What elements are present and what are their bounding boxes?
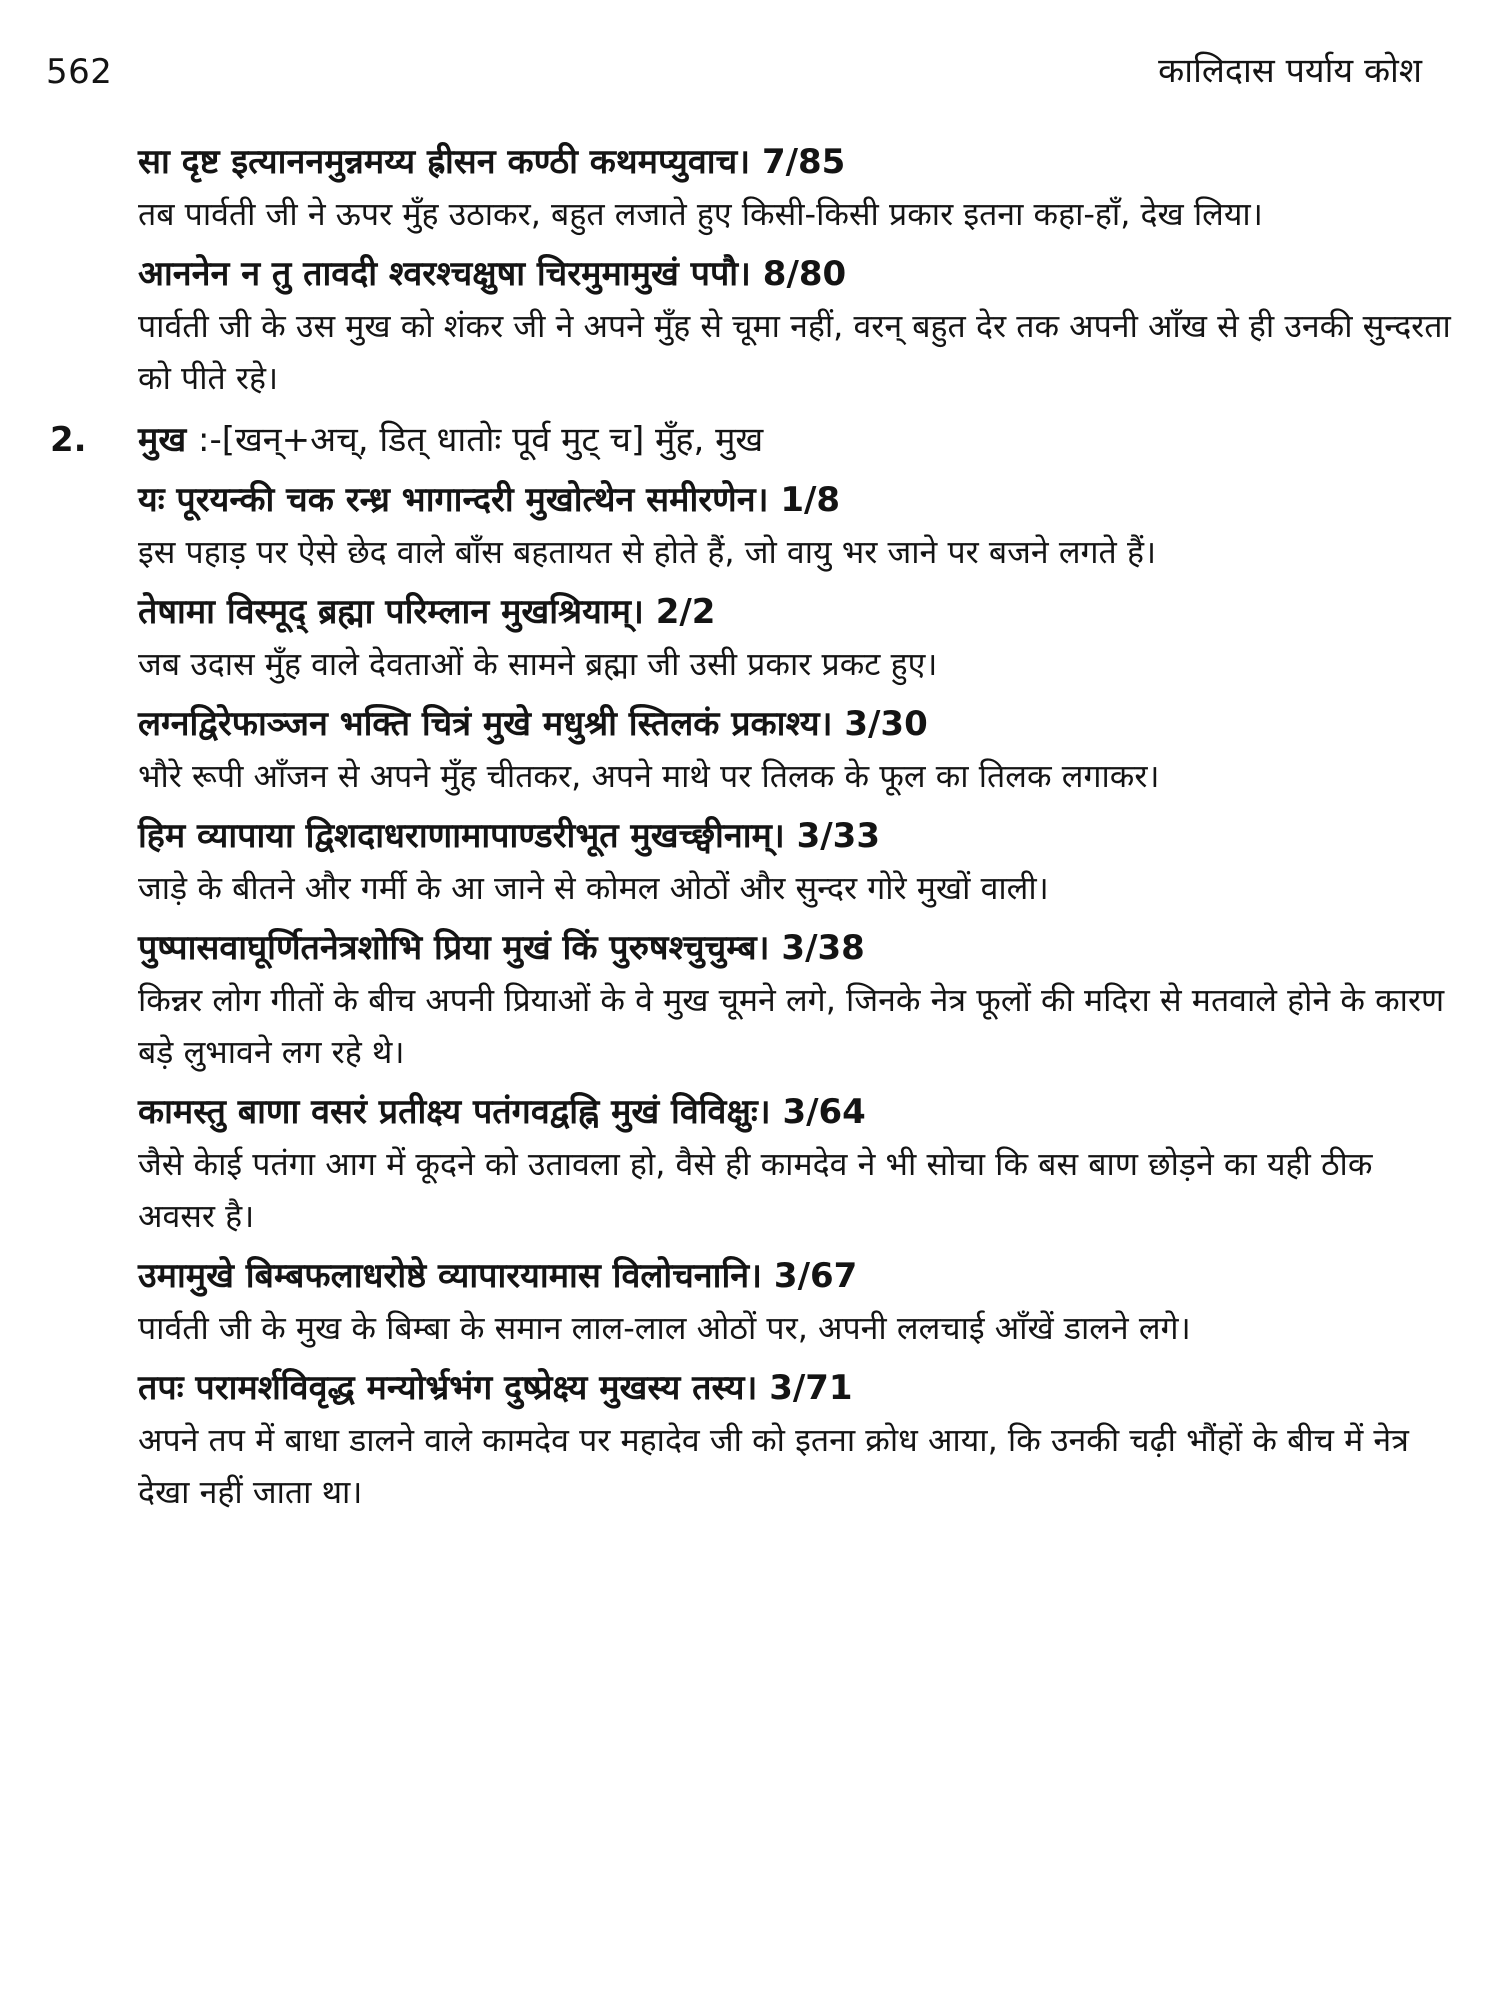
hindi-translation: भौरे रूपी आँजन से अपने मुँह चीतकर, अपने माथे पर तिलक के फूल का तिलक लगाकर। [138, 757, 1160, 795]
entry-block [138, 698, 1458, 802]
entry-block [138, 922, 1458, 1078]
verse-text: हिम व्यापाया द्विशदाधराणामापाण्डरीभूत मुखच्छ्वीनाम्। [138, 816, 785, 856]
entry-block [138, 1362, 1458, 1518]
verse-text: लग्नद्विरेफाञ्जन भक्ति चित्रं मुखे मधुश्री स्तिलकं प्रकाश्य। [138, 704, 833, 744]
hindi-translation: इस पहाड़ पर ऐसे छेद वाले बाँस बहतायत से होते हैं, जो वायु भर जाने पर बजने लगते हैं। [138, 533, 1157, 571]
page-number: 562 [46, 52, 113, 92]
entry-block [138, 248, 1458, 404]
page-header [0, 52, 1500, 102]
entry-block [138, 474, 1458, 578]
entry-block [138, 1086, 1458, 1242]
book-title: कालिदास पर्याय कोश [1158, 51, 1422, 91]
hindi-translation: जाड़े के बीतने और गर्मी के आ जाने से कोमल ओठों और सुन्दर गोरे मुखों वाली। [138, 869, 1049, 907]
verse-reference: 3/38 [781, 928, 865, 968]
verse-text: कामस्तु बाणा वसरं प्रतीक्ष्य पतंगवद्वह्नि मुखं विविक्षुः। [138, 1092, 771, 1132]
headword-definition: :-[खन्+अच्, डित् धातोः पूर्व मुट् च] मुँह, मुख [198, 420, 764, 460]
sanskrit-verse [138, 698, 1458, 750]
hindi-translation: पार्वती जी के मुख के बिम्बा के समान लाल-लाल ओठों पर, अपनी ललचाई आँखें डालने लगे। [138, 1309, 1191, 1347]
sanskrit-verse [138, 922, 1458, 974]
hindi-translation: पार्वती जी के उस मुख को शंकर जी ने अपने मुँह से चूमा नहीं, वरन् बहुत देर तक अपनी आँख से ही उनकी सुन्दरता को पीते रहे। [138, 307, 1451, 397]
verse-reference: 7/85 [761, 142, 846, 182]
verse-text: तेषामा विस्मूद् ब्रह्मा परिम्लान मुखश्रियाम्। [138, 592, 644, 632]
entry-block [138, 810, 1458, 914]
sanskrit-verse [138, 474, 1458, 526]
verse-reference: 3/30 [844, 704, 928, 744]
sanskrit-verse [138, 1250, 1458, 1302]
verse-text: यः पूरयन्की चक रन्ध्र भागान्दरी मुखोत्थेन समीरणेन। [138, 480, 769, 520]
hindi-translation: जैसे केाई पतंगा आग में कूदने को उतावला हो, वैसे ही कामदेव ने भी सोचा कि बस बाण छोड़ने का यही ठीक अवसर है। [138, 1145, 1373, 1235]
verse-text: आननेन न तु तावदी श्वरश्चक्षुषा चिरमुमामुखं पपौ। [138, 254, 751, 294]
verse-reference: 1/8 [780, 480, 841, 520]
headword: मुख [138, 420, 187, 460]
sanskrit-verse [138, 810, 1458, 862]
sanskrit-verse [138, 586, 1458, 638]
page-body [50, 128, 1458, 1524]
section-heading [50, 414, 1458, 466]
hindi-translation: अपने तप में बाधा डालने वाले कामदेव पर महादेव जी को इतना क्रोध आया, कि उनकी चढ़ी भौंहों के बीच में नेत्र देखा नहीं जाता था। [138, 1421, 1409, 1511]
verse-text: उमामुखे बिम्बफलाधरोष्ठे व्यापारयामास विलोचनानि। [138, 1256, 763, 1296]
verse-reference: 2/2 [655, 592, 716, 632]
section-number: 2. [50, 420, 87, 460]
verse-reference: 3/67 [773, 1256, 858, 1296]
sanskrit-verse [138, 248, 1458, 300]
sanskrit-verse [138, 1086, 1458, 1138]
hindi-translation: किन्नर लोग गीतों के बीच अपनी प्रियाओं के वे मुख चूमने लगे, जिनके नेत्र फूलों की मदिरा से मतवाले होने के कारण बड़े लुभावने लग रहे थे। [138, 981, 1445, 1071]
sanskrit-verse [138, 136, 1458, 188]
verse-text: तपः परामर्शविवृद्ध मन्योर्भ्रभंग दुष्प्रेक्ष्य मुखस्य तस्य। [138, 1368, 758, 1408]
verse-reference: 3/33 [796, 816, 880, 856]
verse-reference: 3/64 [782, 1092, 866, 1132]
entry-block [138, 586, 1458, 690]
verse-text: सा दृष्ट इत्याननमुन्नमय्य ह्रीसन कण्ठी कथमप्युवाच। [138, 142, 751, 182]
entry-block [138, 136, 1458, 240]
entry-block [138, 1250, 1458, 1354]
verse-text: पुष्पासवाघूर्णितनेत्रशोभि प्रिया मुखं किं पुरुषश्चुचुम्ब। [138, 928, 770, 968]
hindi-translation: तब पार्वती जी ने ऊपर मुँह उठाकर, बहुत लजाते हुए किसी-किसी प्रकार इतना कहा-हाँ, देख लिया। [138, 195, 1263, 233]
sanskrit-verse [138, 1362, 1458, 1414]
hindi-translation: जब उदास मुँह वाले देवताओं के सामने ब्रह्मा जी उसी प्रकार प्रकट हुए। [138, 645, 938, 683]
verse-reference: 3/71 [769, 1368, 853, 1408]
verse-reference: 8/80 [762, 254, 847, 294]
